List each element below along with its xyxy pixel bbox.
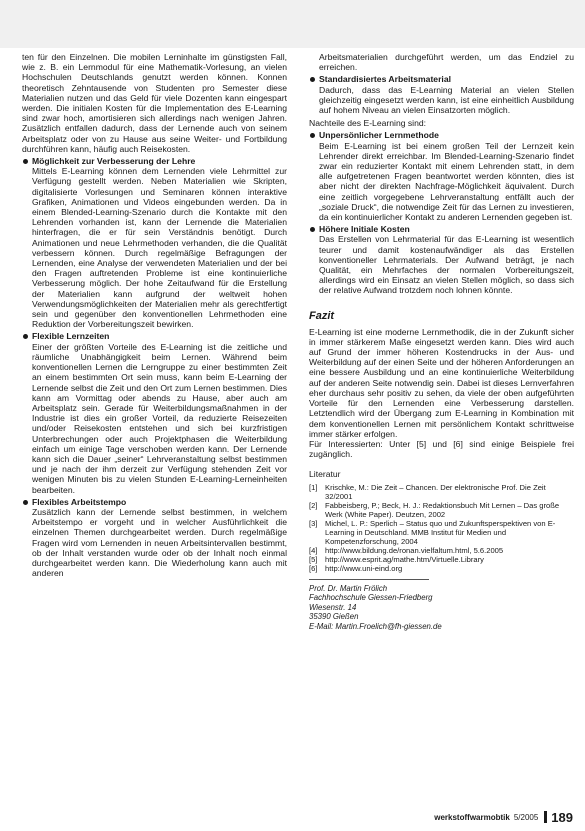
reference-item: [6] http://www.uni-eind.org bbox=[309, 563, 403, 573]
reference-item: [2] Fabbeisberg, P.; Beck, H. J.: Redaktionsbuch Mit Lernen – Das große Werk (White Paper). Deutzen, 2002 bbox=[309, 500, 560, 519]
top-gray-band bbox=[0, 0, 585, 48]
article-page bbox=[22, 52, 573, 807]
fazit-paragraph-2: Für Interessierten: Unter [5] und [6] sind einige Beispiele frei zugänglich. bbox=[309, 438, 574, 460]
intro-paragraph: ten für den Einzelnen. Die mobilen Lerninhalte im günstigsten Fall, wie z. B. ein Lernmodul für eine Mathematik-Vorlesung, an vielen Hochschulen Deutschlands genutzt werden können. Konnen theoretisch Zehntausende von Studenten pro Semester diese Materialien nutzen und das Geld für viele Dozenten kann eingespart werden. Die initialen Kosten für die Implementation des E-Learning sind zwar hoch, amortisieren sich allerdings nach wenigen Jahren. Zusätzlich entfallen dadurch, dass der Lernende auch von seinem Arbeitsplatz oder von zu Hause aus seine Weiter- und Fortbildung durchführen kann, häufig auch Reisekosten. bbox=[22, 52, 287, 154]
reference-item: [4] http://www.bildung.de/ronan.vielfaltum.html, 5.6.2005 bbox=[309, 545, 504, 555]
bullet-heading-arbeitstempo: Flexibles Arbeitstempo bbox=[22, 497, 287, 507]
disadvantages-heading: Nachteile des E-Learning sind: bbox=[309, 118, 427, 129]
author-block bbox=[309, 584, 574, 632]
reference-list bbox=[309, 483, 574, 573]
issue-number: 5/2005 bbox=[513, 812, 539, 822]
reference-item: [1] Krischke, M.: Die Zeit – Chancen. Der elektronische Prof. Die Zeit 32/2001 bbox=[309, 482, 546, 501]
continued-paragraph: Arbeitsmaterialien durchgeführt werden, um das Endziel zu erreichen. bbox=[319, 52, 574, 73]
literature-heading: Literatur bbox=[309, 469, 341, 480]
right-column bbox=[309, 52, 574, 631]
bullet-text-arbeitstempo: Zusätzlich kann der Lernende selbst bestimmen, in welchem Arbeitstempo er vorgeht und in welcher Ausführlichkeit die einzelnen Themen durchgearbeitet werden. Durch regelmäßige Fragen wird vom Lernenden in neuen Arbeitsintervallen bestimmt, ob der Inhalt verstanden wurde oder ob der Inhalt noch einmal durchgearbeitet werden kann. Die Wiederholung kann auch mit anderen bbox=[32, 506, 287, 579]
page-footer bbox=[434, 809, 573, 825]
bullet-text-verbesserung: Mittels E-Learning können dem Lernenden viele Lehrmittel zur Verfügung gestellt werden. Neben Materialien wie Skripten, digitalisierte Vorlesungen und Seminaren können interaktive Grafiken, Animationen und Videos eingebunden werden. Da in einem Blended-Learning-Szenario durch die Kontakte mit den Lehrenden vorhanden ist, kann der Lernende die Materialien hinterfragen, die er für sein Verständnis benötigt. Durch Animationen und neue Lehrmethoden verhanden, die die Qualität verbessern können. Durch regelmäßige Befragungen der Lernenden, eine Analyse der verwendeten Materialien und der bei den Fragen auftretenden Probleme ist eine kontinuierliche Verbesserung möglich. Der hohe Zeitaufwand für die Erstellung der Materialien kann aufgrund der weltweit hohen Verwendungsmöglichkeiten der Materialien mehr als gerechtfertigt sein und gegenüber den konventionellen Lehrmethoden eine Reduktion der Vorbereitungszeit bewirken. bbox=[32, 166, 287, 330]
author-institution: Fachhochschule Giessen-Friedberg bbox=[309, 593, 433, 603]
fazit-paragraph-1: E-Learning ist eine moderne Lernmethodik, die in der Zukunft sicher in immer stärkerem Maße eingesetzt werden kann. Dies wird auch auf Grund der immer höheren Kostendrucks in der Aus- und Weiterbildung auf der einen Seite und der höheren Anforderungen an eine bessere Ausbildung und an eine kontinuierliche Weiterbildung auf der anderen Seite notwendig sein. Dabei ist dieses Lernverfahren eher durchaus sehr positiv zu sehen, da viele der oben aufgeführten Vorteile für den Lernenden eine Verbesserung darstellen. Letztendlich wird der Übergang zum E-Learning in Kombination mit dem konventionellen Lernen mit persönlichem Kontakt schrittweise immer stärker erfolgen. bbox=[309, 326, 574, 439]
page-marker bbox=[544, 811, 547, 823]
reference-item: [5] http://www.esprit.ag/mathe.htm/Virtuelle.Library bbox=[309, 554, 484, 564]
bullet-heading-unpersoenlich: Unpersönlicher Lernmethode bbox=[309, 130, 574, 140]
author-name: Prof. Dr. Martin Frölich bbox=[309, 583, 388, 593]
bullet-text-lernzeiten: Einer der größten Vorteile des E-Learning ist die zeitliche und räumliche Unabhängigkeit beim Lernen. Während beim konventionellen Lernen die Lerngruppe zu einer bestimmten Zeit an einem bestimmten Ort sein muss, kann beim E-Learning der Lernende selbst die Zeit und den Ort zum Lernen bestimmen. Dies kann am Vormittag oder abends zu Hause, aber auch am Arbeitsplatz sein. Gerade für Weiterbildungsmaßnahmen in der Industrie ist dies ein großer Vorteil, da reduzierte Reisezeiten und/oder Reisekosten entstehen und sich bei kurzfristigen Unterbrechungen oder auch Projektphasen die Weiterbildung einfach um einige Tage verschoben werden kann. Der Lernende kann sich die Dauer „seiner“ Lehrveranstaltung selbst bestimmen und je nach der ihm derzeit zur Verfügung stehenden Zeit vor wenigen Minuten bis zu vielen Stunden E-Learning-Lerneinheiten bearbeiten. bbox=[32, 341, 287, 495]
author-divider bbox=[309, 579, 429, 580]
bullet-text-standardisiert: Dadurch, dass das E-Learning Material an vielen Stellen gleichzeitig eingesetzt werden kann, ist eine einheitlich Ausbildung auf hohem Niveau an vielen Einsatzorten möglich. bbox=[319, 84, 574, 116]
author-street: Wiesenstr. 14 bbox=[309, 602, 357, 612]
page-number: 189 bbox=[551, 809, 573, 825]
bullet-heading-lernzeiten: Flexible Lernzeiten bbox=[22, 331, 287, 341]
author-city: 35390 Gießen bbox=[309, 612, 359, 622]
bullet-text-kosten: Das Erstellen von Lehrmaterial für das E-Learning ist wesentlich teurer und damit kostenaufwändiger als das Erstellen konventioneller Lehrmaterials. Der Aufwand beträgt, je nach Qualität, ein Mehrfaches der normalen Vorbereitungszeit, allerdings wird ein Einsatz an vielen Stellen möglich, so dass sich der relative Aufwand trotzdem noch lohnen könnte. bbox=[319, 234, 574, 296]
bullet-text-unpersoenlich: Beim E-Learning ist bei einem großen Teil der Lernzeit kein Lehrender direkt erreichbar. Im Blended-Learning-Szenario findet zwar ein reduzierter Kontakt mit einem Lehrenden statt, in dem alle aufgetretenen Fragen beantwortet werden könnten, dies ist aber nicht der direkten Nachfrage-Möglichkeit äquivalent. Durch eine zeitlich vorgegebene Lehrveranstaltung entfällt auch der „soziale Druck“, die notwendige Zeit für das Lernen zu investieren, da ein kontinuierlicher Kontakt zu anderen Lernenden gegeben ist. bbox=[319, 140, 574, 223]
author-email: E-Mail: Martin.Froelich@fh-giessen.de bbox=[309, 621, 442, 631]
journal-name: werkstoffwarmobtik bbox=[434, 812, 510, 822]
reference-item: [3] Michel, L. P.: Sperlich – Status quo und Zukunftsperspektiven von E-Learning in Deutschland. MMB Institut für Medien und Kompetenzforschung, 2004 bbox=[309, 518, 556, 546]
bullet-heading-verbesserung: Möglichkeit zur Verbesserung der Lehre bbox=[22, 156, 287, 166]
left-column bbox=[22, 52, 287, 578]
fazit-heading: Fazit bbox=[309, 309, 335, 322]
bullet-heading-kosten: Höhere Initiale Kosten bbox=[309, 224, 574, 234]
bullet-heading-standardisiert: Standardisiertes Arbeitsmaterial bbox=[309, 74, 574, 84]
